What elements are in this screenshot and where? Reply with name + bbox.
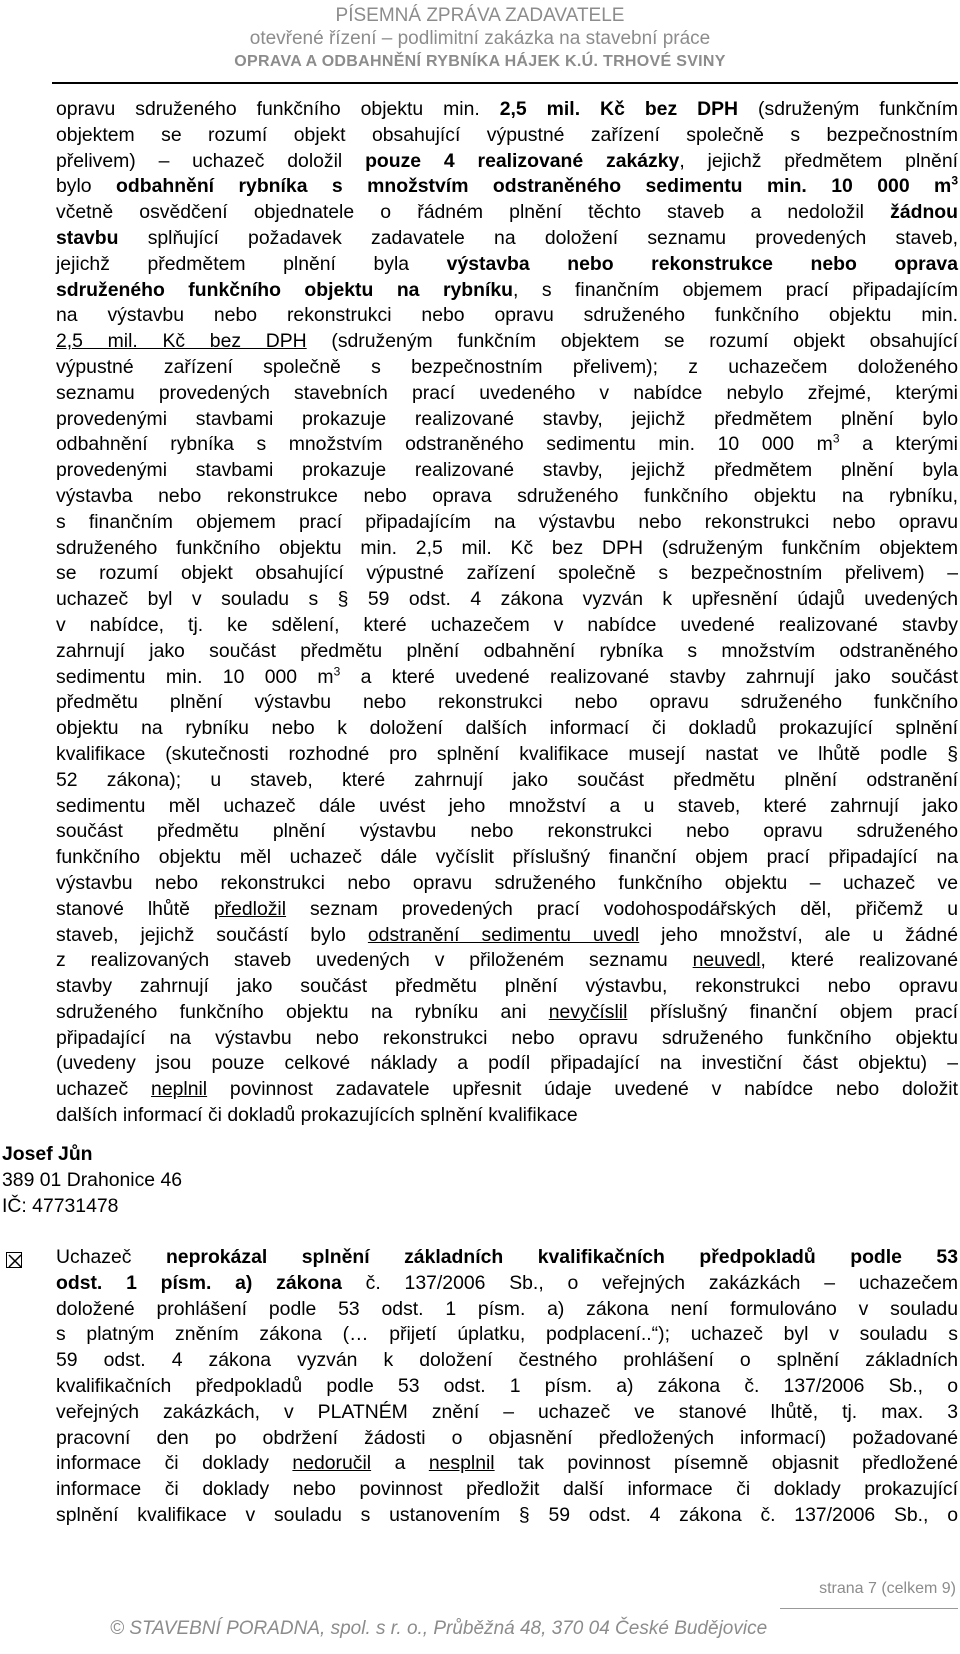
- footer-rule: [780, 1608, 958, 1609]
- text-line: sdruženého funkčního objektu na rybníku ani nevyčíslil příslušný finanční objem prací: [56, 1000, 958, 1023]
- header-project: OPRAVA A ODBAHNĚNÍ RYBNÍKA HÁJEK K.Ú. TRHOVÉ SVINY: [234, 53, 726, 70]
- text-line: s platným zněním zákona (… přijetí úplatku, podplacení..“); uchazeč byl v souladu s: [56, 1323, 958, 1346]
- text-line: provedenými stavbami prokazuje realizované stavby, jejichž předmětem plnění byla: [56, 459, 958, 482]
- text-line: splnění kvalifikace v souladu s ustanovením § 59 odst. 4 zákona č. 137/2006 Sb., o: [56, 1503, 958, 1526]
- text-line: objektem se rozumí objekt obsahující výpustné zařízení společně s bezpečnostním: [56, 123, 958, 146]
- text-line: bylo odbahnění rybníka s množstvím odstraněného sedimentu min. 10 000 $m^3$: [56, 173, 958, 198]
- text-line: kvalifikace (skutečnosti rozhodné pro splnění kvalifikace musejí nastat ve lhůtě podle §: [56, 742, 958, 765]
- bidder-name: Josef Jůn: [2, 1143, 93, 1165]
- text-line: výstavba nebo rekonstrukce nebo oprava sdruženého funkčního objektu na rybníku,: [56, 484, 958, 507]
- text-line: výstavbu nebo rekonstrukci nebo opravu sdruženého funkčního objektu – uchazeč ve: [56, 871, 958, 894]
- page-header: [0, 4, 960, 73]
- header-title: PÍSEMNÁ ZPRÁVA ZADAVATELE: [335, 5, 625, 26]
- text-line: přelivem) – uchazeč doložil pouze 4 realizované zakázky, jejichž předmětem plnění: [56, 149, 958, 172]
- text-line: provedenými stavbami prokazuje realizované stavby, jejichž předmětem plnění bylo: [56, 407, 958, 430]
- text-line: jejichž předmětem plnění byla výstavba nebo rekonstrukce nebo oprava: [56, 252, 958, 275]
- text-line: informace či doklady nebo povinnost předložit další informace či doklady prokazující: [56, 1478, 958, 1501]
- text-line: předmětu plnění výstavbu nebo rekonstrukci nebo opravu sdruženého funkčního: [56, 691, 958, 714]
- text-line: z realizovaných staveb uvedených v přiloženém seznamu neuvedl, které realizované: [56, 949, 958, 972]
- text-line: stavbu splňující požadavek zadavatele na doložení seznamu provedených staveb,: [56, 226, 958, 249]
- text-line: dalších informací či dokladů prokazujících splnění kvalifikace: [56, 1104, 578, 1127]
- text-line: kvalifikačních předpokladů podle 53 odst. 1 písm. a) zákona č. 137/2006 Sb., o: [56, 1374, 958, 1397]
- bidder-ico: IČ: 47731478: [2, 1194, 119, 1217]
- text-line: uchazeč neplnil povinnost zadavatele upřesnit údaje uvedené v nabídce nebo doložit: [56, 1078, 958, 1101]
- text-line: opravu sdruženého funkčního objektu min. 2,5 mil. Kč bez DPH (sdruženým funkčním: [56, 98, 958, 120]
- publisher-footer: © STAVEBNÍ PORADNA, spol. s r. o., Průběžná 48, 370 04 České Budějovice: [110, 1618, 768, 1639]
- text-line: odst. 1 písm. a) zákona č. 137/2006 Sb., o veřejných zakázkách – uchazečem: [56, 1271, 958, 1294]
- text-line: na výstavbu nebo rekonstrukci nebo opravu sdruženého funkčního objektu min.: [56, 304, 958, 327]
- bidder-finding: [56, 1245, 958, 1529]
- text-line: pracovní den po obdržení žádosti o objasnění předložených informací) požadované: [56, 1426, 958, 1449]
- text-line: součást předmětu plnění výstavbu nebo rekonstrukci nebo opravu sdruženého: [56, 820, 958, 843]
- text-line: sdruženého funkčního objektu na rybníku, s finančním objemem prací připadajícím: [56, 278, 958, 301]
- text-line: stavby zahrnují jako součást předmětu plnění výstavbu, rekonstrukci nebo opravu: [56, 975, 958, 998]
- text-line: se rozumí objekt obsahující výpustné zařízení společně s bezpečnostním přelivem) –: [56, 562, 958, 585]
- text-line: uchazeč byl v souladu s § 59 odst. 4 zákona vyzván k upřesnění údajů uvedených: [56, 588, 958, 611]
- text-line: v nabídce, tj. ke sdělení, které uchazečem v nabídce uvedené realizované stavby: [56, 613, 958, 636]
- bidder-block: [2, 1142, 182, 1219]
- text-line: veřejných zakázkách, v PLATNÉM znění – uchazeč ve stanové lhůtě, tj. max. 3: [56, 1400, 958, 1423]
- text-line: (uvedeny jsou pouze celkové náklady a podíl připadající na investiční část objektu) –: [56, 1052, 958, 1075]
- evaluation-paragraph: [56, 97, 958, 1129]
- text-line: připadající na výstavbu nebo rekonstrukci nebo opravu sdruženého funkčního objektu: [56, 1026, 958, 1049]
- text-line: Uchazeč neprokázal splnění základních kvalifikačních předpokladů podle 53: [56, 1246, 958, 1268]
- text-line: sdruženého funkčního objektu min. 2,5 mil. Kč bez DPH (sdruženým funkčním objektem: [56, 536, 958, 559]
- text-line: 52 zákona); u staveb, které zahrnují jako součást předmětu plnění odstranění: [56, 768, 958, 791]
- text-line: 2,5 mil. Kč bez DPH (sdruženým funkčním objektem se rozumí objekt obsahující: [56, 330, 958, 353]
- text-line: staveb, jejichž součástí bylo odstranění sedimentu uvedl jeho množství, ale u žádné: [56, 923, 958, 946]
- text-line: objektu na rybníku nebo k doložení dalších informací či dokladů prokazující splnění: [56, 717, 958, 740]
- page-number: strana 7 (celkem 9): [819, 1580, 956, 1597]
- text-line: seznamu provedených stavebních prací uvedeného v nabídce nebylo zřejmé, kterými: [56, 381, 958, 404]
- header-rule: [52, 82, 958, 84]
- header-subtitle: otevřené řízení – podlimitní zakázka na stavební práce: [249, 28, 711, 49]
- text-line: stanové lhůtě předložil seznam provedených prací vodohospodářských děl, přičemž u: [56, 897, 958, 920]
- text-line: sedimentu min. 10 000 $m^3$ a které uvedené realizované stavby zahrnují jako součást: [56, 664, 959, 688]
- text-line: odbahnění rybníka s množstvím odstraněného sedimentu min. 10 000 $m^3$ a kterými: [56, 431, 958, 456]
- text-line: zahrnují jako součást předmětu plnění odbahnění rybníka s množstvím odstraněného: [56, 639, 958, 662]
- text-line: s finančním objemem prací připadajícím na výstavbu nebo rekonstrukci nebo opravu: [56, 510, 958, 533]
- text-line: doložené prohlášení podle 53 odst. 1 písm. a) zákona není formulováno v souladu: [56, 1297, 958, 1320]
- text-line: funkčního objektu měl uchazeč dále vyčíslit příslušný finanční objem prací připadající na: [56, 846, 958, 869]
- bidder-address: 389 01 Drahonice 46: [2, 1168, 183, 1191]
- text-line: sedimentu měl uchazeč dále uvést jeho množství a u staveb, které zahrnují jako: [56, 794, 958, 817]
- text-line: výpustné zařízení společně s bezpečnostním přelivem); z uchazečem doloženého: [56, 355, 958, 378]
- text-line: 59 odst. 4 zákona vyzván k doložení čestného prohlášení o splnění základních: [56, 1349, 958, 1372]
- text-line: informace či doklady nedoručil a nesplnil tak povinnost písemně objasnit předložené: [56, 1452, 959, 1475]
- text-line: včetně osvědčení objednatele o řádném plnění těchto staveb a nedoložil žádnou: [56, 201, 958, 224]
- checked-box-icon: [6, 1252, 22, 1268]
